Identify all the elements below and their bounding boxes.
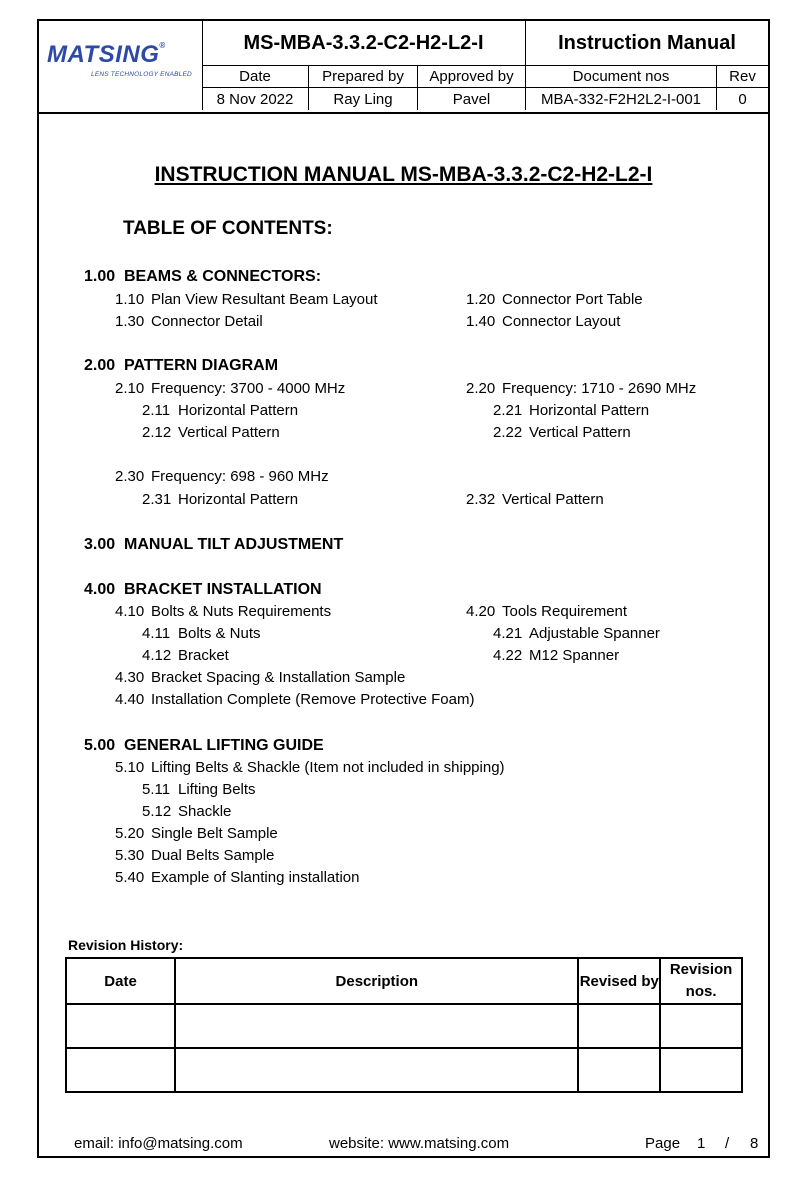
- rev-col-revision-nos: Revision nos.: [660, 958, 742, 1004]
- table-row: [66, 1004, 742, 1048]
- logo-tagline: LENS TECHNOLOGY ENABLED: [91, 71, 192, 78]
- toc-item-4-11: 4.11 Bolts & Nuts: [142, 625, 261, 642]
- document-title: INSTRUCTION MANUAL MS-MBA-3.3.2-C2-H2-L2-I: [154, 163, 653, 186]
- revision-history-label: Revision History:: [68, 937, 184, 953]
- table-row: [66, 1048, 742, 1092]
- toc-item-1-40: 1.40 Connector Layout: [466, 313, 621, 330]
- header-col-date: Date: [202, 66, 309, 88]
- matsing-logo: MATSING®: [47, 41, 166, 68]
- toc-item-1-10: 1.10 Plan View Resultant Beam Layout: [115, 291, 378, 308]
- header-col-rev: Rev: [717, 66, 768, 88]
- toc-item-5-12: 5.12 Shackle: [142, 803, 232, 820]
- header-rev-value: 0: [738, 90, 747, 108]
- toc-item-2-30: 2.30 Frequency: 698 - 960 MHz: [115, 468, 329, 485]
- toc-item-2-22: 2.22 Vertical Pattern: [493, 424, 631, 441]
- footer-page-number: 1: [697, 1135, 706, 1152]
- header-block: [39, 21, 768, 114]
- rev-col-description: Description: [175, 958, 578, 1004]
- toc-item-5-30: 5.30 Dual Belts Sample: [115, 847, 275, 864]
- toc-item-4-12: 4.12 Bracket: [142, 647, 229, 664]
- footer-email: email: info@matsing.com: [74, 1135, 243, 1152]
- toc-item-5-20: 5.20 Single Belt Sample: [115, 825, 278, 842]
- header-col-approved: Approved by: [418, 66, 526, 88]
- toc-item-2-20: 2.20 Frequency: 1710 - 2690 MHz: [466, 380, 697, 397]
- table-cell: [578, 1048, 660, 1092]
- table-cell: [175, 1004, 578, 1048]
- toc-item-1-20: 1.20 Connector Port Table: [466, 291, 643, 308]
- email-link[interactable]: info@matsing.com: [118, 1135, 243, 1152]
- toc-item-2-12: 2.12 Vertical Pattern: [142, 424, 280, 441]
- footer-page-total: 8: [750, 1135, 759, 1152]
- toc-section-1: 1.00 BEAMS & CONNECTORS:: [84, 268, 322, 285]
- toc-section-5: 5.00 GENERAL LIFTING GUIDE: [84, 737, 324, 754]
- header-col-docnos: Document nos: [526, 66, 717, 88]
- doc-type-title: Instruction Manual: [526, 21, 768, 66]
- toc-item-4-20: 4.20 Tools Requirement: [466, 603, 628, 620]
- table-header-row: [66, 958, 742, 1004]
- table-cell: [66, 1048, 175, 1092]
- toc-item-5-10: 5.10 Lifting Belts & Shackle (Item not included in shipping): [115, 759, 505, 776]
- toc-item-5-40: 5.40 Example of Slanting installation: [115, 869, 360, 886]
- revision-history-table: [65, 957, 743, 1093]
- toc-item-2-21: 2.21 Horizontal Pattern: [493, 402, 650, 419]
- table-cell: [175, 1048, 578, 1092]
- toc-item-2-31: 2.31 Horizontal Pattern: [142, 491, 299, 508]
- table-cell: [660, 1004, 742, 1048]
- header-date-value: 8 Nov 2022: [202, 88, 309, 110]
- toc-section-3: 3.00 MANUAL TILT ADJUSTMENT: [84, 536, 344, 553]
- toc-item-4-30: 4.30 Bracket Spacing & Installation Sample: [115, 669, 406, 686]
- website-link[interactable]: www.matsing.com: [388, 1135, 510, 1152]
- logo-cell: [39, 21, 203, 110]
- header-approved-value: Pavel: [418, 88, 526, 110]
- toc-item-4-10: 4.10 Bolts & Nuts Requirements: [115, 603, 332, 620]
- toc-item-2-11: 2.11 Horizontal Pattern: [142, 402, 299, 419]
- header-col-prepared: Prepared by: [309, 66, 418, 88]
- model-title: MS-MBA-3.3.2-C2-H2-L2-I: [202, 21, 526, 66]
- rev-col-revised-by: Revised by: [578, 958, 660, 1004]
- toc-item-4-21: 4.21 Adjustable Spanner: [493, 625, 660, 642]
- rev-col-date: Date: [66, 958, 175, 1004]
- header-docnos-value: MBA-332-F2H2L2-I-001: [526, 88, 717, 110]
- toc-section-4: 4.00 BRACKET INSTALLATION: [84, 581, 322, 598]
- table-cell: [66, 1004, 175, 1048]
- document-page: [37, 19, 770, 1158]
- footer-website: website: www.matsing.com: [329, 1135, 510, 1152]
- table-cell: [660, 1048, 742, 1092]
- toc-item-1-30: 1.30 Connector Detail: [115, 313, 263, 330]
- header-prepared-value: Ray Ling: [309, 88, 418, 110]
- toc-item-4-40: 4.40 Installation Complete (Remove Protective Foam): [115, 691, 475, 708]
- toc-item-4-22: 4.22 M12 Spanner: [493, 647, 620, 664]
- toc-heading: TABLE OF CONTENTS:: [123, 218, 333, 239]
- table-cell: [578, 1004, 660, 1048]
- footer-page-separator: /: [725, 1135, 730, 1152]
- footer-page-label: Page: [645, 1135, 681, 1152]
- toc-item-2-32: 2.32 Vertical Pattern: [466, 491, 604, 508]
- toc-item-2-10: 2.10 Frequency: 3700 - 4000 MHz: [115, 380, 346, 397]
- toc-item-5-11: 5.11 Lifting Belts: [142, 781, 256, 798]
- toc-section-2: 2.00 PATTERN DIAGRAM: [84, 357, 279, 374]
